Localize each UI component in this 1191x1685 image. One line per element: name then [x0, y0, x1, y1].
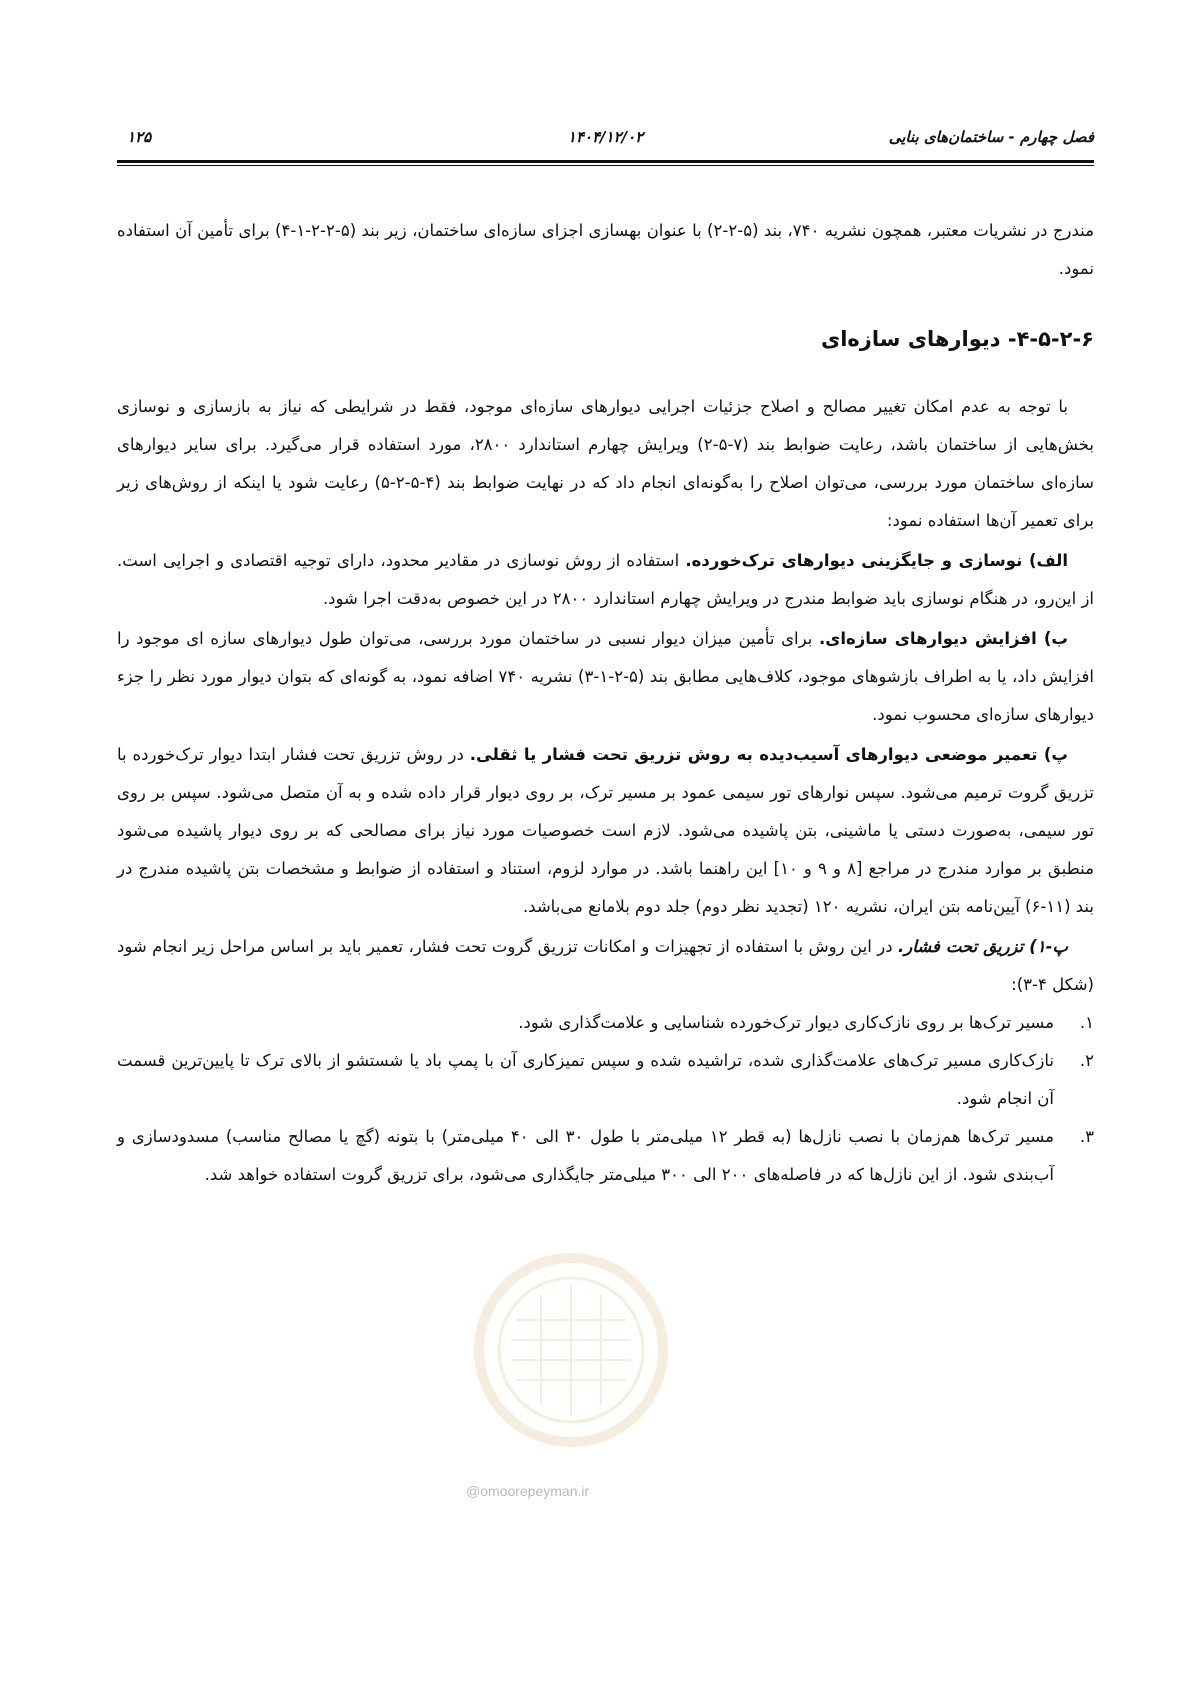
header-date: ۱۴۰۴/۱۲/۰۲: [567, 128, 644, 146]
chapter-title: فصل چهارم - ساختمان‌های بنایی: [888, 128, 1094, 146]
item-alef: [117, 542, 1094, 618]
item-pe-body: در روش تزریق تحت فشار ابتدا دیوار ترک‌خورده با تزریق گروت ترمیم می‌شود. سپس نوارهای تور سیمی عمود بر مسیر ترک، بر روی دیوار قرار داده شده و به آن متصل می‌شود. سپس بر روی تور سیمی، به‌صورت دستی یا ماشینی، بتن پاشیده می‌شود. لازم است خصوصیات مورد نیاز برای مصالحی که بر روی دیوار پاشیده می‌شود منطبق بر موارد مندرج در مراجع [۸ و ۹ و ۱۰] این راهنما باشد. در موارد لزوم، استناد و استفاده از ضوابط و مشخصات بتن پاشیده مندرج در بند (۱۱-۶) آیین‌نامه بتن ایران، نشریه ۱۲۰ (تجدید نظر دوم) جلد دوم بلامانع می‌باشد.: [117, 745, 1094, 916]
list-item: [117, 1118, 1094, 1194]
watermark-seal-icon: [456, 1250, 686, 1450]
section-heading: ۴-۵-۲-۶- دیوارهای سازه‌ای: [820, 327, 1094, 351]
steps-list: [117, 1004, 1094, 1194]
step-text: مسیر ترک‌ها هم‌زمان با نصب نازل‌ها (به قطر ۱۲ میلی‌متر با طول ۳۰ الی ۴۰ میلی‌متر) با بتونه (گچ یا مصالح مناسب) مسدودسازی و آب‌بندی شود. از این نازل‌ها که در فاصله‌های ۲۰۰ الی ۳۰۰ میلی‌متر جایگذاری می‌شود، برای تزریق گروت استفاده خواهد شد.: [117, 1127, 1054, 1184]
step-number: ۱.: [1079, 1013, 1094, 1032]
subitem-body: در این روش با استفاده از تجهیزات و امکانات تزریق گروت تحت فشار، تعمیر باید بر اساس مراحل زیر انجام شود (شکل ۴-۳):: [117, 937, 1094, 994]
step-number: ۲.: [1079, 1051, 1094, 1070]
page-number: ۱۲۵: [127, 128, 152, 146]
section-paragraph: با توجه به عدم امکان تغییر مصالح و اصلاح جزئیات اجرایی دیوارهای سازه‌ای موجود، فقط در شرایطی که نیاز به بازسازی و نوسازی بخش‌هایی از ساختمان باشد، رعایت ضوابط بند (۷-۵-۲) ویرایش چهارم استاندارد ۲۸۰۰، مورد استفاده قرار می‌گیرد. برای سایر دیوارهای سازه‌ای ساختمان مورد بررسی، می‌توان اصلاح را به‌گونه‌ای انجام داد که در نهایت ضوابط بند (۴-۵-۲-۵) رعایت شود یا اینکه از روش‌های زیر برای تعمیر آن‌ها استفاده نمود:: [117, 397, 1094, 530]
header-rule-thick: [117, 160, 1094, 163]
item-alef-body: استفاده از روش نوسازی در مقادیر محدود، دارای توجیه اقتصادی و اجرایی است. از این‌رو، در هنگام نوسازی باید ضوابط مندرج در ویرایش چهارم استاندارد ۲۸۰۰ در این خصوص به‌دقت اجرا شود.: [117, 551, 1094, 608]
subitem-title: پ-۱) تزریق تحت فشار.: [898, 937, 1068, 956]
item-pe-title: پ) تعمیر موضعی دیوارهای آسیب‌دیده به روش تزریق تحت فشار یا ثقلی.: [469, 745, 1068, 764]
page-body: [117, 212, 1094, 1194]
intro-paragraph: مندرج در نشریات معتبر، همچون نشریه ۷۴۰، بند (۵-۲-۲) با عنوان بهسازی اجزای سازه‌ای ساختمان، زیر بند (۵-۲-۲-۱-۴) برای تأمین آن استفاده نمود.: [117, 221, 1094, 278]
item-be: [117, 620, 1094, 734]
step-text: نازک‌کاری مسیر ترک‌های علامت‌گذاری شده، تراشیده شده و سپس تمیزکاری آن با پمپ باد یا شستشو از بالای ترک تا پایین‌ترین قسمت آن انجام شود.: [117, 1051, 1054, 1108]
item-pe: [117, 736, 1094, 926]
step-text: مسیر ترک‌ها بر روی نازک‌کاری دیوار ترک‌خورده شناسایی و علامت‌گذاری شود.: [518, 1013, 1054, 1032]
header-rule-thin: [117, 165, 1094, 166]
item-be-title: ب) افزایش دیوارهای سازه‌ای.: [818, 629, 1068, 648]
list-item: [117, 1042, 1094, 1118]
list-item: [117, 1004, 1094, 1042]
page-header: [117, 128, 1094, 150]
step-number: ۳.: [1079, 1127, 1094, 1146]
subitem-pe-1: [117, 928, 1094, 1004]
watermark-text: @omoorepeyman.ir: [466, 1483, 590, 1499]
item-alef-title: الف) نوسازی و جایگزینی دیوارهای ترک‌خورده.: [685, 551, 1069, 570]
item-be-body: برای تأمین میزان دیوار نسبی در ساختمان مورد بررسی، می‌توان طول دیوارهای سازه ای موجود را افزایش داد، یا به اطراف بازشوهای موجود، کلاف‌هایی مطابق بند (۵-۲-۱-۳) نشریه ۷۴۰ اضافه نمود، به گونه‌ای که بتوان دیوار مورد نظر را جزء دیوارهای سازه‌ای محسوب نمود.: [117, 629, 1094, 724]
